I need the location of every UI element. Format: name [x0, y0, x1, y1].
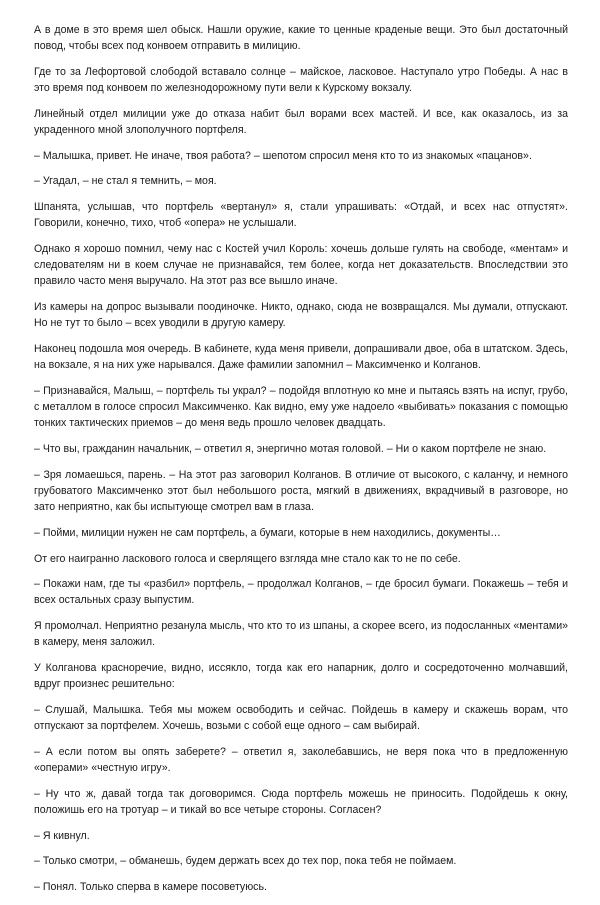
paragraph: – Пойми, милиции нужен не сам портфель, а бумаги, которые в нем находились, документы… [34, 526, 501, 539]
paragraph: Шпанята, услышав, что портфель «вертанул» я, стали упрашивать: «Отдай, и всех нас отпустят». Говорили, конечно, тихо, чтоб «опера» не услышали. [34, 201, 568, 230]
paragraph: – Зря ломаешься, парень. – На этот раз заговорил Колганов. В отличие от высокого, с каланчу, и немного грубоватого Максимченко этот был небольшого роста, мягкий в движениях, вкрадчивый в разговоре, но зато неприятно, как бы испытующе смотрел вам в глаза. [34, 468, 568, 514]
paragraph: От его наигранно ласкового голоса и сверлящего взгляда мне стало как то не по себе. [34, 552, 461, 565]
paragraph: – Только смотри, – обманешь, будем держать всех до тех пор, пока тебя не поймаем. [34, 855, 457, 868]
paragraph: – Ну что ж, давай тогда так договоримся. Сюда портфель можешь не приносить. Подойдешь к окну, положишь его на тротуар – и тикай во все четыре стороны. Согласен? [34, 787, 568, 817]
paragraph: Я промолчал. Неприятно резанула мысль, что кто то из шпаны, а скорее всего, из подосланных «ментами» в камеру, меня заложил. [34, 620, 568, 649]
paragraph: У Колганова красноречие, видно, иссякло, тогда как его напарник, долго и сосредоточенно молчавший, вдруг произнес решительно: [34, 662, 568, 691]
paragraph: – Покажи нам, где ты «разбил» портфель, – продолжал Колганов, – где бросил бумаги. Покажешь – тебя и всех остальных сразу выпустим. [34, 578, 568, 607]
paragraph: – А если потом вы опять заберете? – ответил я, заколебавшись, не веря пока что в предложенную «операми» «честную игру». [34, 745, 568, 775]
paragraph: Наконец подошла моя очередь. В кабинете, куда меня привели, допрашивали двое, оба в штатском. Здесь, на вокзале, я на них уже нарывался. Даже фамилии запомнил – Максимченко и Колганов. [34, 343, 568, 372]
paragraph: Из камеры на допрос вызывали поодиночке. Никто, однако, сюда не возвращался. Мы думали, отпускают. Но не тут то было – всех уводили в другую камеру. [34, 301, 568, 330]
document-page [34, 22, 568, 905]
paragraph: – Понял. Только сперва в камере посоветуюсь. [34, 881, 267, 894]
paragraph: – Малышка, привет. Не иначе, твоя работа? – шепотом спросил меня кто то из знакомых «пацанов». [34, 149, 532, 162]
paragraph: Где то за Лефортовой слободой вставало солнце – майское, ласковое. Наступало утро Победы. А нас в это время под конвоем по железнодорожному пути вели к Курскому вокзалу. [34, 65, 568, 95]
paragraph: А в доме в это время шел обыск. Нашли оружие, какие то ценные краденые вещи. Это был достаточный повод, чтобы всех под конвоем отправить в милицию. [34, 24, 568, 53]
paragraph: – Слушай, Малышка. Тебя мы можем освободить и сейчас. Пойдешь в камеру и скажешь ворам, что отпускают за портфелем. Хочешь, возьми с собой еще одного – сам выбирай. [34, 704, 568, 733]
paragraph: – Я кивнул. [34, 829, 90, 842]
paragraph: – Признавайся, Малыш, – портфель ты украл? – подойдя вплотную ко мне и пытаясь взять на испуг, грубо, с металлом в голосе спросил Максимченко. Как видно, ему уже надоело «выбивать» показания с помощью тонких тактических приемов – до меня ведь прошло человек двадцать. [34, 384, 568, 430]
paragraph: – Угадал, – не стал я темнить, – моя. [34, 175, 217, 188]
paragraph: – Что вы, гражданин начальник, – ответил я, энергично мотая головой. – Ни о каком портфеле не знаю. [34, 443, 547, 456]
paragraph: Линейный отдел милиции уже до отказа набит был ворами всех мастей. И все, как оказалось, из за украденного мной злополучного портфеля. [34, 107, 568, 137]
paragraph: Однако я хорошо помнил, чему нас с Костей учил Король: хочешь дольше гулять на свободе, «ментам» и следователям ни в коем случае не признавайся, тем более, когда нет доказательств. Впоследствии это правило часто меня выручало. На этот раз все вышло иначе. [34, 243, 568, 288]
